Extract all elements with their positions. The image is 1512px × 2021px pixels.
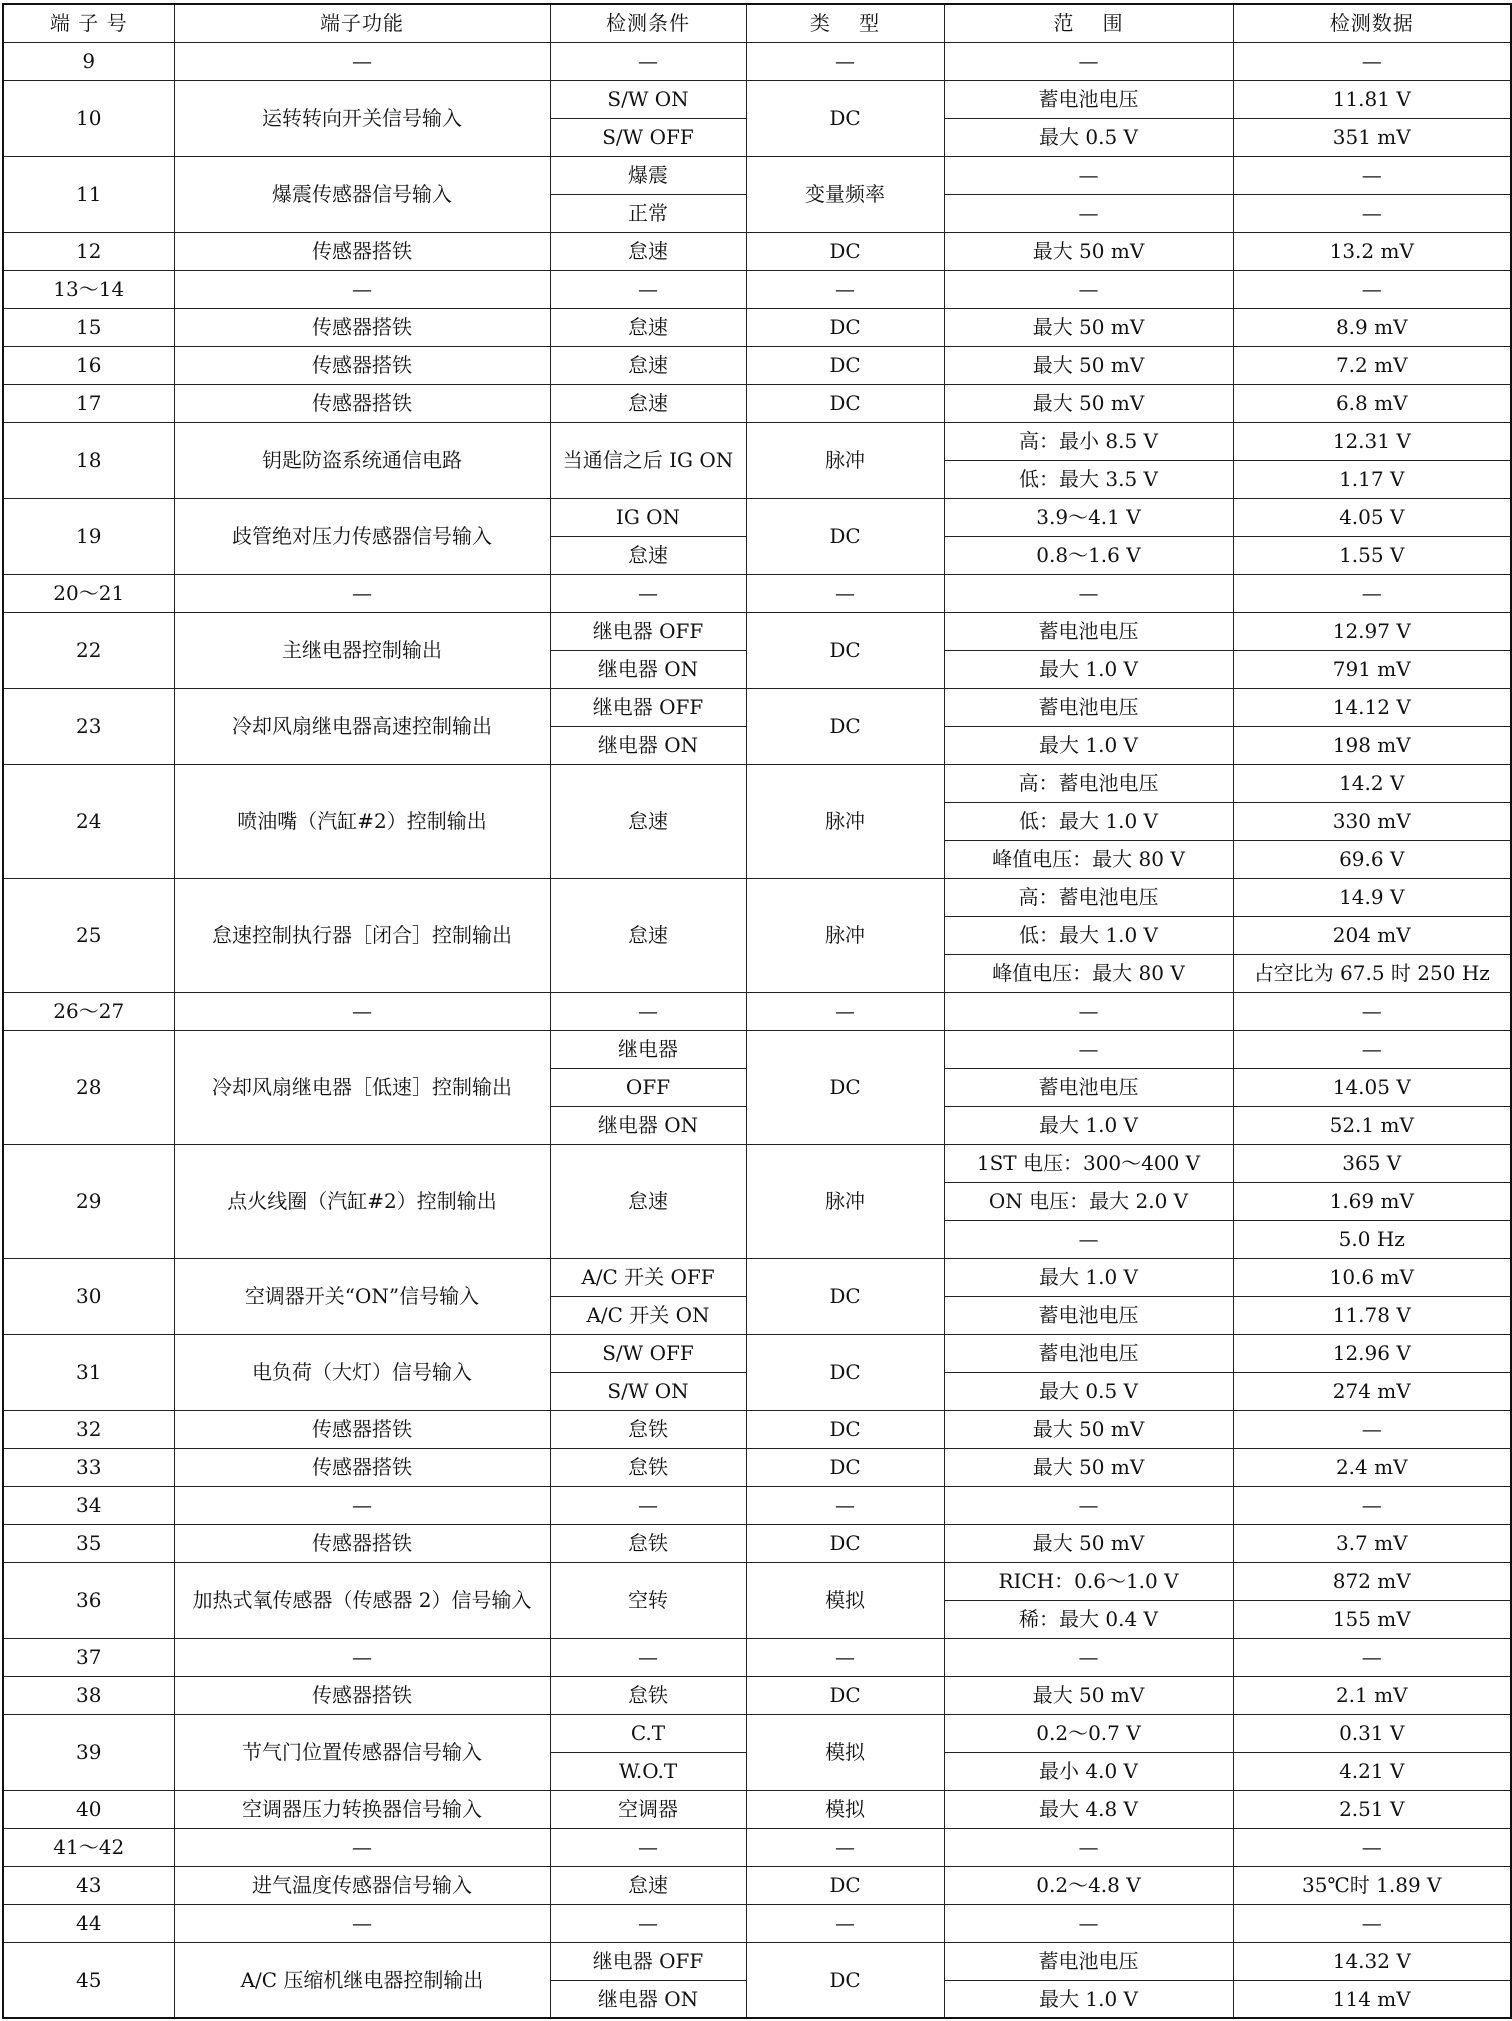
table-cell: 4.05 V: [1233, 498, 1511, 536]
table-cell: 最大 1.0 V: [944, 650, 1233, 688]
table-cell: —: [1233, 42, 1511, 80]
table-header-row: [3, 4, 1511, 42]
table-cell: —: [174, 270, 550, 308]
table-cell: 点火线圈（汽缸#2）控制输出: [174, 1144, 550, 1258]
table-cell: C.T: [550, 1714, 746, 1752]
table-cell: 872 mV: [1233, 1562, 1511, 1600]
table-cell: —: [944, 42, 1233, 80]
table-cell: 蓄电池电压: [944, 1296, 1233, 1334]
table-row: [3, 422, 1511, 460]
table-cell: 31: [3, 1334, 174, 1410]
table-cell: DC: [746, 612, 944, 688]
table-cell: 怠速控制执行器［闭合］控制输出: [174, 878, 550, 992]
table-cell: —: [1233, 1828, 1511, 1866]
table-cell: 蓄电池电压: [944, 1942, 1233, 1980]
table-cell: S/W ON: [550, 1372, 746, 1410]
header-range: 范 围: [944, 4, 1233, 42]
table-cell: 16: [3, 346, 174, 384]
table-cell: 22: [3, 612, 174, 688]
table-cell: —: [944, 1486, 1233, 1524]
table-cell: 脉冲: [746, 422, 944, 498]
table-cell: 最大 50 mV: [944, 1676, 1233, 1714]
table-cell: 最大 50 mV: [944, 1524, 1233, 1562]
table-cell: —: [1233, 1638, 1511, 1676]
table-cell: 8.9 mV: [1233, 308, 1511, 346]
table-cell: —: [746, 1486, 944, 1524]
table-cell: —: [1233, 1904, 1511, 1942]
table-cell: —: [746, 1828, 944, 1866]
table-cell: 传感器搭铁: [174, 1676, 550, 1714]
table-cell: 12.97 V: [1233, 612, 1511, 650]
table-cell: —: [746, 574, 944, 612]
table-cell: —: [550, 1486, 746, 1524]
table-cell: 传感器搭铁: [174, 1524, 550, 1562]
table-cell: 加热式氧传感器（传感器 2）信号输入: [174, 1562, 550, 1638]
table-row: [3, 346, 1511, 384]
table-cell: 11: [3, 156, 174, 232]
table-cell: 电负荷（大灯）信号输入: [174, 1334, 550, 1410]
table-cell: 当通信之后 IG ON: [550, 422, 746, 498]
table-cell: 10.6 mV: [1233, 1258, 1511, 1296]
table-cell: 喷油嘴（汽缸#2）控制输出: [174, 764, 550, 878]
table-cell: DC: [746, 232, 944, 270]
table-cell: 0.2～4.8 V: [944, 1866, 1233, 1904]
table-cell: DC: [746, 1258, 944, 1334]
table-cell: 最大 1.0 V: [944, 1258, 1233, 1296]
table-cell: 峰值电压：最大 80 V: [944, 840, 1233, 878]
table-row: [3, 156, 1511, 194]
table-cell: 传感器搭铁: [174, 1410, 550, 1448]
table-cell: 14.9 V: [1233, 878, 1511, 916]
table-cell: —: [174, 1638, 550, 1676]
table-cell: 最大 50 mV: [944, 308, 1233, 346]
table-cell: 最大 4.8 V: [944, 1790, 1233, 1828]
table-cell: A/C 压缩机继电器控制输出: [174, 1942, 550, 2018]
table-cell: 37: [3, 1638, 174, 1676]
table-cell: 继电器 ON: [550, 1106, 746, 1144]
table-cell: 空调器压力转换器信号输入: [174, 1790, 550, 1828]
table-cell: DC: [746, 346, 944, 384]
header-type: 类 型: [746, 4, 944, 42]
table-cell: —: [1233, 574, 1511, 612]
table-cell: 39: [3, 1714, 174, 1790]
table-cell: 351 mV: [1233, 118, 1511, 156]
table-cell: 传感器搭铁: [174, 1448, 550, 1486]
table-row: [3, 878, 1511, 916]
table-cell: 怠速: [550, 308, 746, 346]
table-cell: DC: [746, 1866, 944, 1904]
table-cell: —: [746, 1638, 944, 1676]
table-cell: 最大 1.0 V: [944, 1980, 1233, 2018]
table-cell: 0.31 V: [1233, 1714, 1511, 1752]
table-cell: 33: [3, 1448, 174, 1486]
table-cell: 怠铁: [550, 1524, 746, 1562]
table-cell: 怠速: [550, 536, 746, 574]
table-cell: 18: [3, 422, 174, 498]
table-cell: 稀：最大 0.4 V: [944, 1600, 1233, 1638]
table-cell: 正常: [550, 194, 746, 232]
table-cell: 怠速: [550, 764, 746, 878]
table-cell: 最大 0.5 V: [944, 118, 1233, 156]
table-cell: —: [1233, 1410, 1511, 1448]
table-cell: 40: [3, 1790, 174, 1828]
table-cell: DC: [746, 1334, 944, 1410]
table-cell: 2.1 mV: [1233, 1676, 1511, 1714]
table-cell: 高：最小 8.5 V: [944, 422, 1233, 460]
table-row: [3, 308, 1511, 346]
table-cell: 12.96 V: [1233, 1334, 1511, 1372]
table-cell: —: [746, 42, 944, 80]
table-cell: 7.2 mV: [1233, 346, 1511, 384]
table-cell: DC: [746, 688, 944, 764]
table-cell: 3.9～4.1 V: [944, 498, 1233, 536]
table-cell: —: [1233, 992, 1511, 1030]
table-cell: W.O.T: [550, 1752, 746, 1790]
table-cell: S/W OFF: [550, 118, 746, 156]
table-cell: —: [174, 574, 550, 612]
table-cell: 30: [3, 1258, 174, 1334]
table-cell: 28: [3, 1030, 174, 1144]
table-cell: 怠速: [550, 346, 746, 384]
table-cell: DC: [746, 308, 944, 346]
table-cell: —: [944, 574, 1233, 612]
table-cell: —: [1233, 270, 1511, 308]
table-cell: 13～14: [3, 270, 174, 308]
table-row: [3, 1562, 1511, 1600]
table-row: [3, 1486, 1511, 1524]
table-cell: 低：最大 1.0 V: [944, 916, 1233, 954]
table-cell: 17: [3, 384, 174, 422]
table-cell: —: [944, 1904, 1233, 1942]
table-cell: 进气温度传感器信号输入: [174, 1866, 550, 1904]
table-cell: —: [550, 1638, 746, 1676]
table-cell: 365 V: [1233, 1144, 1511, 1182]
table-cell: 5.0 Hz: [1233, 1220, 1511, 1258]
table-cell: 24: [3, 764, 174, 878]
table-cell: 变量频率: [746, 156, 944, 232]
table-row: [3, 1334, 1511, 1372]
table-cell: 怠速: [550, 1144, 746, 1258]
table-cell: 19: [3, 498, 174, 574]
header-test-condition: 检测条件: [550, 4, 746, 42]
table-cell: 模拟: [746, 1714, 944, 1790]
table-cell: DC: [746, 384, 944, 422]
table-row: [3, 764, 1511, 802]
table-cell: —: [944, 1638, 1233, 1676]
table-cell: —: [746, 270, 944, 308]
table-row: [3, 574, 1511, 612]
table-cell: DC: [746, 1410, 944, 1448]
table-row: [3, 1942, 1511, 1980]
table-cell: 36: [3, 1562, 174, 1638]
table-cell: DC: [746, 498, 944, 574]
table-cell: 传感器搭铁: [174, 232, 550, 270]
table-row: [3, 612, 1511, 650]
table-cell: A/C 开关 ON: [550, 1296, 746, 1334]
table-cell: 最大 50 mV: [944, 232, 1233, 270]
table-cell: 低：最大 3.5 V: [944, 460, 1233, 498]
table-cell: —: [174, 1486, 550, 1524]
table-cell: 52.1 mV: [1233, 1106, 1511, 1144]
table-cell: —: [944, 1828, 1233, 1866]
table-cell: A/C 开关 OFF: [550, 1258, 746, 1296]
table-cell: S/W OFF: [550, 1334, 746, 1372]
table-cell: 9: [3, 42, 174, 80]
table-cell: —: [1233, 194, 1511, 232]
table-cell: 继电器 ON: [550, 1980, 746, 2018]
table-cell: 44: [3, 1904, 174, 1942]
table-cell: 10: [3, 80, 174, 156]
table-cell: 最小 4.0 V: [944, 1752, 1233, 1790]
table-cell: 爆震传感器信号输入: [174, 156, 550, 232]
table-row: [3, 1638, 1511, 1676]
table-cell: 继电器 OFF: [550, 1942, 746, 1980]
table-cell: 继电器 OFF: [550, 612, 746, 650]
table-cell: 最大 50 mV: [944, 384, 1233, 422]
table-row: [3, 1448, 1511, 1486]
table-cell: 脉冲: [746, 764, 944, 878]
table-cell: 25: [3, 878, 174, 992]
table-row: [3, 270, 1511, 308]
table-cell: 1.55 V: [1233, 536, 1511, 574]
table-cell: —: [174, 1828, 550, 1866]
table-cell: 低：最大 1.0 V: [944, 802, 1233, 840]
table-cell: 69.6 V: [1233, 840, 1511, 878]
table-cell: 最大 1.0 V: [944, 726, 1233, 764]
table-cell: —: [550, 1904, 746, 1942]
table-cell: 空调器: [550, 1790, 746, 1828]
table-cell: 模拟: [746, 1790, 944, 1828]
table-cell: 11.81 V: [1233, 80, 1511, 118]
table-cell: 怠速: [550, 384, 746, 422]
table-cell: 钥匙防盗系统通信电路: [174, 422, 550, 498]
table-cell: 14.05 V: [1233, 1068, 1511, 1106]
table-cell: 43: [3, 1866, 174, 1904]
table-cell: 爆震: [550, 156, 746, 194]
table-cell: 峰值电压：最大 80 V: [944, 954, 1233, 992]
table-row: [3, 1524, 1511, 1562]
table-cell: 最大 50 mV: [944, 1410, 1233, 1448]
table-cell: 蓄电池电压: [944, 1334, 1233, 1372]
table-cell: 35: [3, 1524, 174, 1562]
table-cell: 155 mV: [1233, 1600, 1511, 1638]
table-cell: —: [174, 1904, 550, 1942]
terminal-data-table: [2, 3, 1512, 2019]
table-cell: 4.21 V: [1233, 1752, 1511, 1790]
table-cell: —: [1233, 156, 1511, 194]
table-cell: DC: [746, 80, 944, 156]
table-cell: 14.2 V: [1233, 764, 1511, 802]
table-cell: 1.69 mV: [1233, 1182, 1511, 1220]
table-cell: 2.51 V: [1233, 1790, 1511, 1828]
table-cell: 35℃时 1.89 V: [1233, 1866, 1511, 1904]
table-cell: 空转: [550, 1562, 746, 1638]
table-cell: 怠铁: [550, 1676, 746, 1714]
table-cell: 蓄电池电压: [944, 612, 1233, 650]
table-row: [3, 42, 1511, 80]
table-cell: 20～21: [3, 574, 174, 612]
table-cell: 最大 50 mV: [944, 346, 1233, 384]
table-cell: 791 mV: [1233, 650, 1511, 688]
table-cell: 怠速: [550, 232, 746, 270]
table-cell: 41～42: [3, 1828, 174, 1866]
table-cell: ON 电压：最大 2.0 V: [944, 1182, 1233, 1220]
table-cell: —: [550, 574, 746, 612]
table-cell: —: [944, 156, 1233, 194]
header-terminal-number: 端 子 号: [3, 4, 174, 42]
table-cell: 1.17 V: [1233, 460, 1511, 498]
table-cell: DC: [746, 1524, 944, 1562]
table-cell: —: [174, 992, 550, 1030]
table-cell: 12: [3, 232, 174, 270]
table-cell: 1ST 电压：300～400 V: [944, 1144, 1233, 1182]
table-row: [3, 688, 1511, 726]
table-cell: 模拟: [746, 1562, 944, 1638]
table-cell: 传感器搭铁: [174, 346, 550, 384]
table-cell: 12.31 V: [1233, 422, 1511, 460]
table-cell: IG ON: [550, 498, 746, 536]
table-cell: 14.12 V: [1233, 688, 1511, 726]
table-cell: 怠铁: [550, 1448, 746, 1486]
table-cell: —: [1233, 1030, 1511, 1068]
table-cell: DC: [746, 1676, 944, 1714]
table-cell: 13.2 mV: [1233, 232, 1511, 270]
table-body: [3, 42, 1511, 2018]
table-cell: —: [550, 992, 746, 1030]
table-cell: 最大 1.0 V: [944, 1106, 1233, 1144]
table-cell: 怠速: [550, 878, 746, 992]
table-cell: 15: [3, 308, 174, 346]
table-cell: 14.32 V: [1233, 1942, 1511, 1980]
table-cell: —: [746, 992, 944, 1030]
table-cell: 继电器 ON: [550, 650, 746, 688]
table-cell: 运转转向开关信号输入: [174, 80, 550, 156]
table-cell: 主继电器控制输出: [174, 612, 550, 688]
table-cell: 蓄电池电压: [944, 688, 1233, 726]
table-cell: 6.8 mV: [1233, 384, 1511, 422]
table-row: [3, 1904, 1511, 1942]
table-cell: 空调器开关“ON”信号输入: [174, 1258, 550, 1334]
table-cell: —: [944, 194, 1233, 232]
table-row: [3, 992, 1511, 1030]
table-cell: 23: [3, 688, 174, 764]
table-cell: DC: [746, 1942, 944, 2018]
table-row: [3, 1828, 1511, 1866]
table-cell: 204 mV: [1233, 916, 1511, 954]
table-row: [3, 1258, 1511, 1296]
header-terminal-function: 端子功能: [174, 4, 550, 42]
table-cell: —: [1233, 1486, 1511, 1524]
table-cell: 怠铁: [550, 1410, 746, 1448]
table-cell: 脉冲: [746, 1144, 944, 1258]
table-cell: 3.7 mV: [1233, 1524, 1511, 1562]
table-cell: DC: [746, 1448, 944, 1486]
table-row: [3, 1030, 1511, 1068]
table-cell: 32: [3, 1410, 174, 1448]
table-cell: 198 mV: [1233, 726, 1511, 764]
table-cell: 2.4 mV: [1233, 1448, 1511, 1486]
table-row: [3, 1866, 1511, 1904]
table-cell: 继电器: [550, 1030, 746, 1068]
table-cell: —: [550, 1828, 746, 1866]
table-cell: 蓄电池电压: [944, 1068, 1233, 1106]
table-cell: 274 mV: [1233, 1372, 1511, 1410]
table-cell: 34: [3, 1486, 174, 1524]
table-row: [3, 80, 1511, 118]
table-cell: —: [550, 42, 746, 80]
table-cell: 高：蓄电池电压: [944, 764, 1233, 802]
table-cell: —: [746, 1904, 944, 1942]
table-cell: 冷却风扇继电器高速控制输出: [174, 688, 550, 764]
table-row: [3, 1714, 1511, 1752]
table-cell: 38: [3, 1676, 174, 1714]
table-row: [3, 1410, 1511, 1448]
table-cell: 26～27: [3, 992, 174, 1030]
table-cell: 怠速: [550, 1866, 746, 1904]
table-cell: 冷却风扇继电器［低速］控制输出: [174, 1030, 550, 1144]
table-cell: —: [944, 992, 1233, 1030]
header-test-data: 检测数据: [1233, 4, 1511, 42]
table-row: [3, 1144, 1511, 1182]
table-cell: DC: [746, 1030, 944, 1144]
table-cell: 脉冲: [746, 878, 944, 992]
table-cell: 高：蓄电池电压: [944, 878, 1233, 916]
table-cell: 传感器搭铁: [174, 384, 550, 422]
table-cell: 330 mV: [1233, 802, 1511, 840]
table-cell: 114 mV: [1233, 1980, 1511, 2018]
table-cell: 29: [3, 1144, 174, 1258]
table-cell: 歧管绝对压力传感器信号输入: [174, 498, 550, 574]
table-cell: —: [944, 270, 1233, 308]
table-cell: 节气门位置传感器信号输入: [174, 1714, 550, 1790]
table-cell: 0.2～0.7 V: [944, 1714, 1233, 1752]
table-cell: 最大 50 mV: [944, 1448, 1233, 1486]
table-cell: —: [550, 270, 746, 308]
table-row: [3, 232, 1511, 270]
table-cell: 继电器 ON: [550, 726, 746, 764]
table-cell: 0.8～1.6 V: [944, 536, 1233, 574]
table-row: [3, 1676, 1511, 1714]
table-cell: 11.78 V: [1233, 1296, 1511, 1334]
table-row: [3, 1790, 1511, 1828]
table-cell: —: [944, 1220, 1233, 1258]
table-cell: 45: [3, 1942, 174, 2018]
table-cell: 占空比为 67.5 时 250 Hz: [1233, 954, 1511, 992]
table-cell: 最大 0.5 V: [944, 1372, 1233, 1410]
table-cell: RICH：0.6～1.0 V: [944, 1562, 1233, 1600]
table-cell: 继电器 OFF: [550, 688, 746, 726]
table-row: [3, 384, 1511, 422]
table-row: [3, 498, 1511, 536]
table-cell: 蓄电池电压: [944, 80, 1233, 118]
table-cell: OFF: [550, 1068, 746, 1106]
table-cell: 传感器搭铁: [174, 308, 550, 346]
table-cell: S/W ON: [550, 80, 746, 118]
table-cell: —: [174, 42, 550, 80]
table-cell: —: [944, 1030, 1233, 1068]
